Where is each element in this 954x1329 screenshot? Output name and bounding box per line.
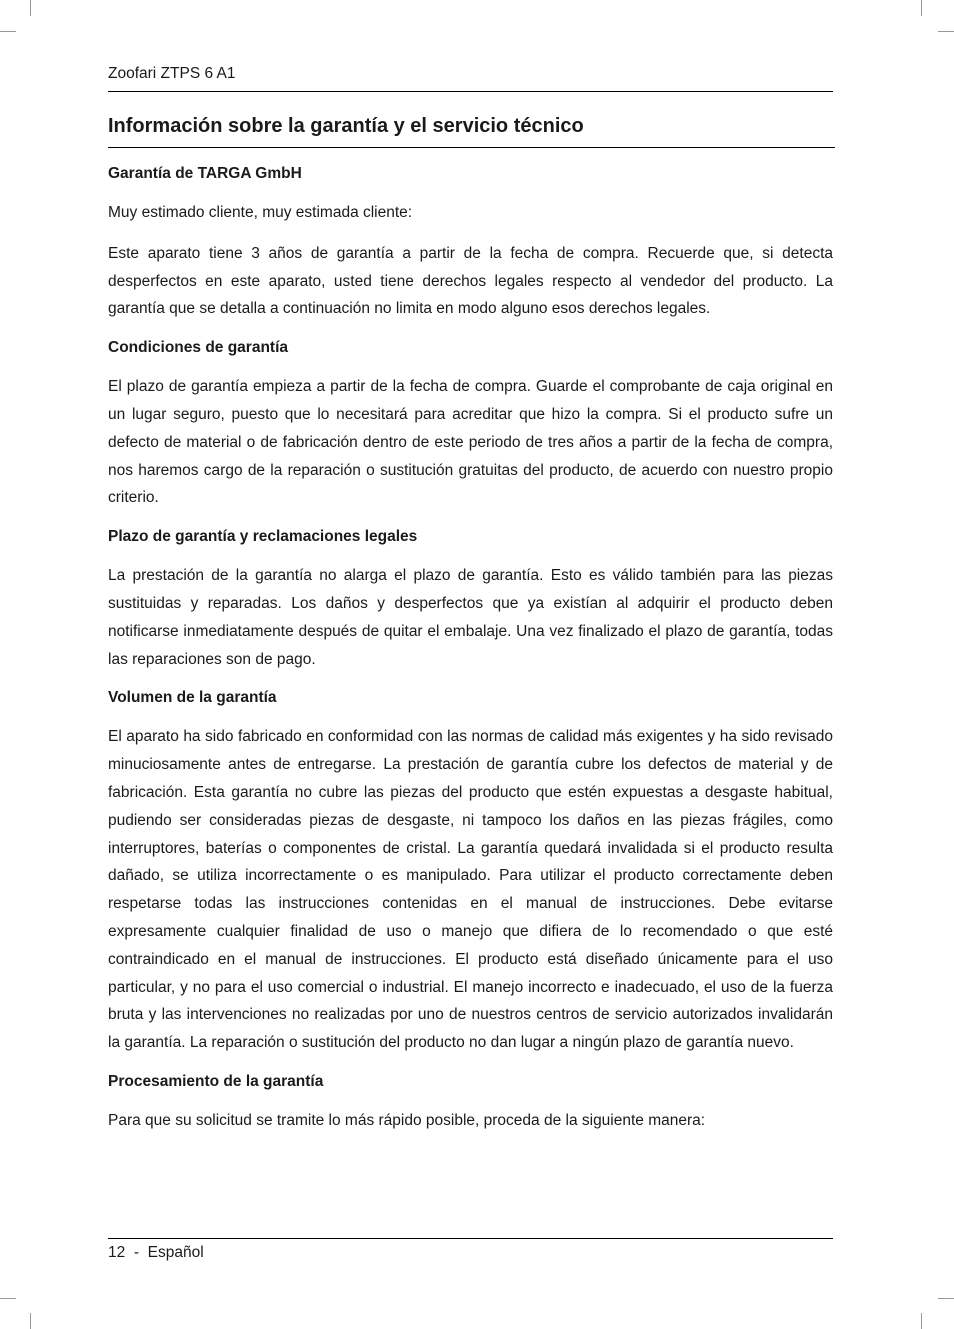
- crop-mark: [0, 31, 16, 32]
- body-paragraph: Para que su solicitud se tramite lo más rápido posible, proceda de la siguiente manera:: [108, 1111, 706, 1129]
- header-divider: [108, 91, 833, 92]
- section-heading: Plazo de garantía y reclamaciones legales: [108, 528, 418, 546]
- crop-mark: [30, 1313, 31, 1329]
- section-heading: Garantía de TARGA GmbH: [108, 165, 302, 182]
- body-paragraph: El aparato ha sido fabricado en conformidad con las normas de calidad más exigentes y ha sido revisado minuciosamente antes de entregarse. La prestación de garantía cubre los defectos de material y de fabricación. Esta garantía no cubre las piezas del producto que estén expuestas a desgaste habitual, pudiendo ser consideradas piezas de desgaste, ni tampoco los daños en las piezas frágiles, como interruptores, baterías o componentes de cristal. La garantía quedará invalidada si el producto resulta dañado, se utiliza incorrectamente o es manipulado. Para utilizar el producto correctamente deben respetarse todas las instrucciones contenidas en el manual de instrucciones. Debe evitarse expresamente cualquier finalidad de uso o manejo que difiera de lo recomendado o que esté contraindicado en el manual de instrucciones. El producto está diseñado únicamente para el uso particular, y no para el uso comercial o industrial. El manejo incorrecto e inadecuado, el uso de la fuerza bruta y las intervenciones no realizadas por uno de nuestros centros de servicio autorizados invalidarán la garantía. La reparación o sustitución del producto no dan lugar a ningún plazo de garantía nuevo.: [108, 728, 833, 1052]
- body-paragraph: La prestación de la garantía no alarga el plazo de garantía. Esto es válido también para las piezas sustituidas y reparadas. Los daños y desperfectos que ya existían al adquirir el producto deben notificarse inmediatamente después de quitar el embalaje. Una vez finalizado el plazo de garantía, todas las reparaciones son de pago.: [108, 567, 833, 668]
- crop-mark: [921, 0, 922, 16]
- crop-mark: [921, 1313, 922, 1329]
- section-title: Información sobre la garantía y el servicio técnico: [108, 115, 584, 137]
- crop-mark: [30, 0, 31, 16]
- body-paragraph: El plazo de garantía empieza a partir de la fecha de compra. Guarde el comprobante de caja original en un lugar seguro, puesto que lo necesitará para acreditar que hizo la compra. Si el producto sufre un defecto de material o de fabricación dentro de este periodo de tres años a partir de la fecha de compra, nos haremos cargo de la reparación o sustitución gratuitas del producto, de acuerdo con nuestro propio criterio.: [108, 378, 833, 507]
- body-paragraph: Este aparato tiene 3 años de garantía a partir de la fecha de compra. Recuerde que, si detecta desperfectos en este aparato, usted tiene derechos legales respecto al vendedor del producto. La garantía que se detalla a continuación no limita en modo alguno esos derechos legales.: [108, 244, 833, 318]
- crop-mark: [938, 31, 954, 32]
- title-divider: [108, 147, 835, 148]
- body-paragraph: Muy estimado cliente, muy estimada cliente:: [108, 204, 413, 221]
- section-heading: Condiciones de garantía: [108, 339, 289, 357]
- footer-divider: [108, 1238, 833, 1239]
- crop-mark: [0, 1298, 16, 1299]
- crop-mark: [938, 1298, 954, 1299]
- document-body: [108, 162, 833, 1148]
- section-heading: Volumen de la garantía: [108, 689, 277, 707]
- section-heading: Procesamiento de la garantía: [108, 1072, 324, 1090]
- page-footer: 12 - Español: [108, 1244, 204, 1261]
- running-header: Zoofari ZTPS 6 A1: [108, 65, 236, 82]
